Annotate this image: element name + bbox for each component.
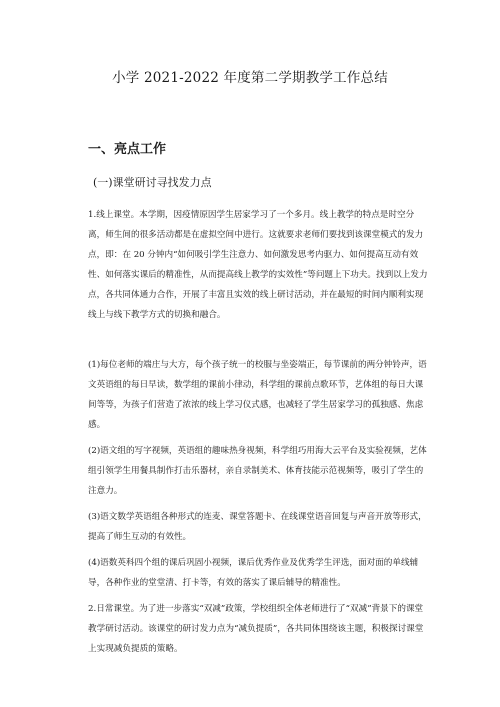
paragraph-daily-class: 2.日常课堂。为了进一步落实“双减”政策，学校组织全体老师进行了“双减”背景下的课堂教学研讨活动。该课堂的研讨发力点为“减负提质”，各共同体围绕该主题，积极探讨课堂上实现减负提质的策略。 <box>88 604 424 654</box>
paragraph-item-4: (4)语数英科四个组的课后巩固小视频，课后优秀作业及优秀学生评选，面对面的单线辅导，各种作业的堂堂清、打卡等，有效的落实了课后辅导的精准性。 <box>88 558 419 588</box>
section-heading: 一、亮点工作 <box>88 142 167 157</box>
paragraph-item-2: (2)语文组的写字视频，英语组的趣味热身视频，科学组巧用海大云平台及实验视频，艺体组引领学生用餐具制作打击乐器材，亲自录制美术、体育技能示范视频等，吸引了学生的注意力。 <box>88 446 427 496</box>
paragraph-item-3: (3)语文数学英语组各种形式的连麦、课堂答题卡、在线课堂语音回复与声音开放等形式，提高了师生互动的有效性。 <box>88 512 427 542</box>
paragraph-online-class: 1.线上课堂。本学期，因疫情原因学生居家学习了一个多月。线上教学的特点是时空分离，师生间的很多活动都是在虚拟空间中进行。这就要求老师们要找到该课堂模式的发力点，即：在 20 分钟内“如何吸引学生注意力、如何激发思考内驱力、如何提高互动有效性、如何落实课后的精准性，从而提高线上教学的实效性”等问题上下功夫。找到以上发力点，各共同体通力合作，开展了丰富且实效的线上研讨活动，并在最短的时间内顺利实现线上与线下教学方式的切换和融合。 <box>88 210 428 320</box>
document-title: 小学 2021-2022 年度第二学期教学工作总结 <box>112 70 388 86</box>
paragraph-item-1: (1)每位老师的端庄与大方，每个孩子统一的校服与坐姿端正，每节课前的两分钟铃声，语文英语组的每日早读，数学组的课前小律动，科学组的课前点歌环节，艺体组的每日大课间等等，为孩子们营造了浓浓的线上学习仪式感，也减轻了学生居家学习的孤独感、焦虑感。 <box>88 360 427 430</box>
subsection-heading: (一)课堂研讨寻找发力点 <box>93 176 212 189</box>
